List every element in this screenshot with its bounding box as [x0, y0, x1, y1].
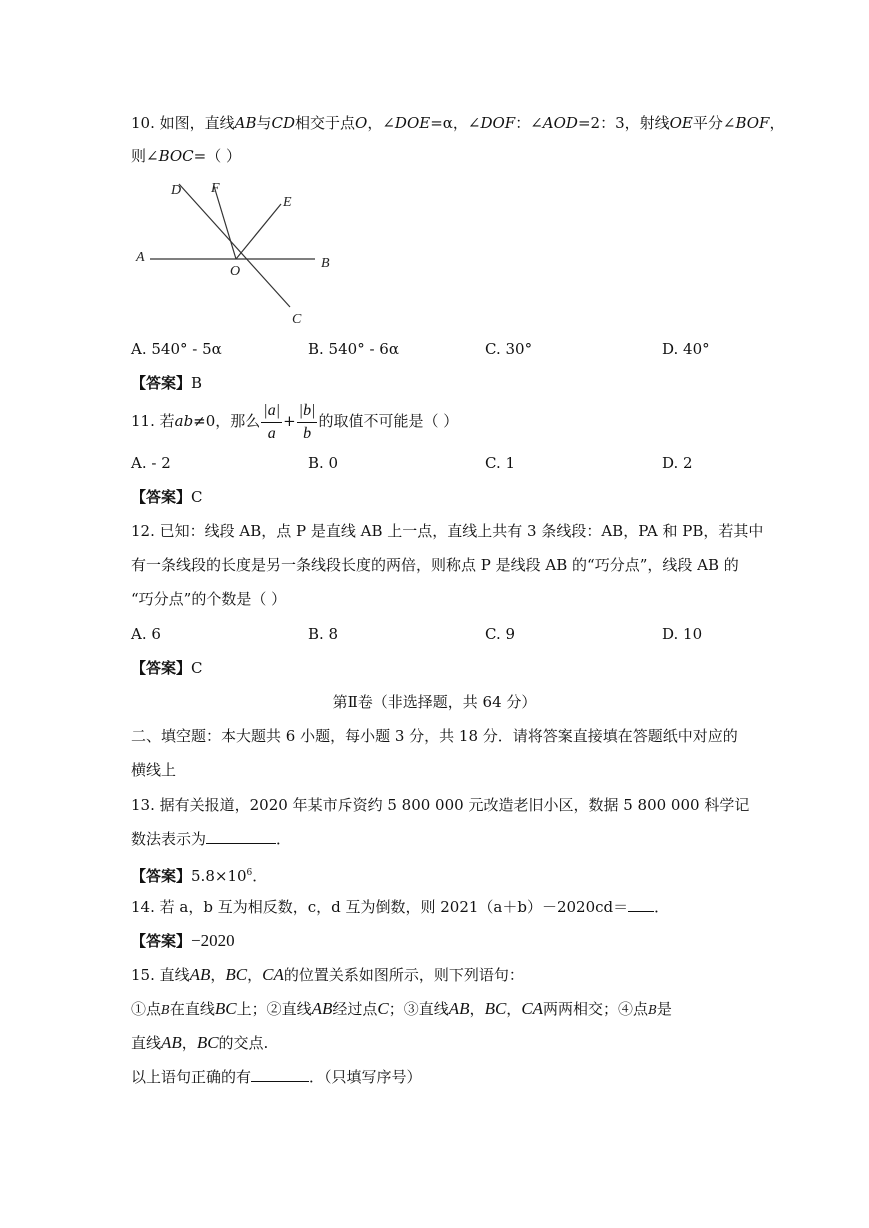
q12-option-b: B. 8	[308, 625, 339, 643]
ray-oe	[236, 204, 281, 259]
q11-option-a: A. - 2	[131, 454, 171, 472]
q11-option-b: B. 0	[308, 454, 339, 472]
q13-answer-blank[interactable]	[206, 829, 276, 844]
q11-stem: 11. 若ab≠0，那么 $\frac{|a|}{a}$ + $\frac{|b|}{b}$ 的取值不可能是（ ）	[131, 398, 458, 445]
q12-option-c: C. 9	[485, 625, 516, 643]
q12-stem-line3: “巧分点”的个数是（ ）	[131, 590, 287, 608]
q13-answer: 【答案】$5.8\times 10^6$．	[131, 867, 268, 885]
q13-stem-line2: 数法表示为 ．	[131, 830, 292, 848]
q11-fraction-a: $\frac{|a|}{a}$	[263, 401, 281, 442]
q12-option-a: A. 6	[131, 625, 161, 643]
label-f: F	[211, 181, 220, 196]
q14-answer-blank[interactable]	[628, 897, 654, 912]
q15-stem-line1: 15. 直线AB，BC，CA的位置关系如图所示，则下列语句：	[131, 965, 524, 984]
q15-stem-line4: 以上语句正确的有 ．（只填写序号）	[131, 1068, 422, 1086]
q15-stem-line3: 直线AB，BC的交点.	[131, 1033, 269, 1052]
q10-stem-line2: 则∠BOC=（ ）	[131, 147, 241, 165]
label-b: B	[321, 256, 330, 271]
label-o: O	[230, 264, 241, 279]
q10-option-a: A. 540° - 5α	[131, 340, 222, 358]
q12-answer: 【答案】C	[131, 659, 203, 677]
section-instructions-line1: 二、填空题：本大题共 6 小题，每小题 3 分，共 18 分．请将答案直接填在答题纸中对应的	[131, 727, 738, 745]
q11-fraction-b: $\frac{|b|}{b}$	[298, 401, 316, 442]
q12-stem-line1: 12. 已知：线段 AB，点 P 是直线 AB 上一点，直线上共有 3 条线段：AB，PA 和 PB，若其中	[131, 522, 764, 540]
q14-stem: 14. 若 a，b 互为相反数，c，d 互为倒数，则 2021（a＋b）－2020cd＝ ．	[131, 898, 670, 916]
q10-option-d: D. 40°	[662, 340, 710, 358]
ray-of	[214, 186, 236, 259]
q15-stem-line2: ①点B在直线BC上；②直线AB经过点C；③直线AB，BC，CA两两相交；④点B是	[131, 999, 672, 1018]
q10-answer: 【答案】B	[131, 374, 203, 392]
q11-option-d: D. 2	[662, 454, 693, 472]
q12-stem-line2: 有一条线段的长度是另一条线段长度的两倍，则称点 P 是线段 AB 的“巧分点”，线段 AB 的	[131, 556, 739, 574]
q10-stem-line1: 10. 如图，直线AB与CD相交于点O，∠DOE=α，∠DOF：∠AOD=2：3，射线OE平分∠BOF，	[131, 114, 785, 132]
q10-figure	[128, 172, 348, 330]
q14-answer: 【答案】−2020	[131, 931, 235, 950]
section-title: 第Ⅱ卷（非选择题，共 64 分）	[332, 693, 537, 711]
q10-option-c: C. 30°	[485, 340, 533, 358]
q10-option-b: B. 540° - 6α	[308, 340, 399, 358]
label-e: E	[283, 195, 292, 210]
label-d: D	[171, 183, 182, 198]
label-a: A	[136, 250, 145, 265]
q11-answer: 【答案】C	[131, 488, 203, 506]
line-dc	[179, 184, 290, 307]
q12-option-d: D. 10	[662, 625, 703, 643]
q11-option-c: C. 1	[485, 454, 516, 472]
q13-stem-line1: 13. 据有关报道，2020 年某市斥资约 5 800 000 元改造老旧小区，数据 5 800 000 科学记	[131, 796, 750, 814]
q15-answer-blank[interactable]	[251, 1067, 309, 1082]
label-c: C	[292, 312, 302, 327]
section-instructions-line2: 横线上	[131, 761, 177, 779]
